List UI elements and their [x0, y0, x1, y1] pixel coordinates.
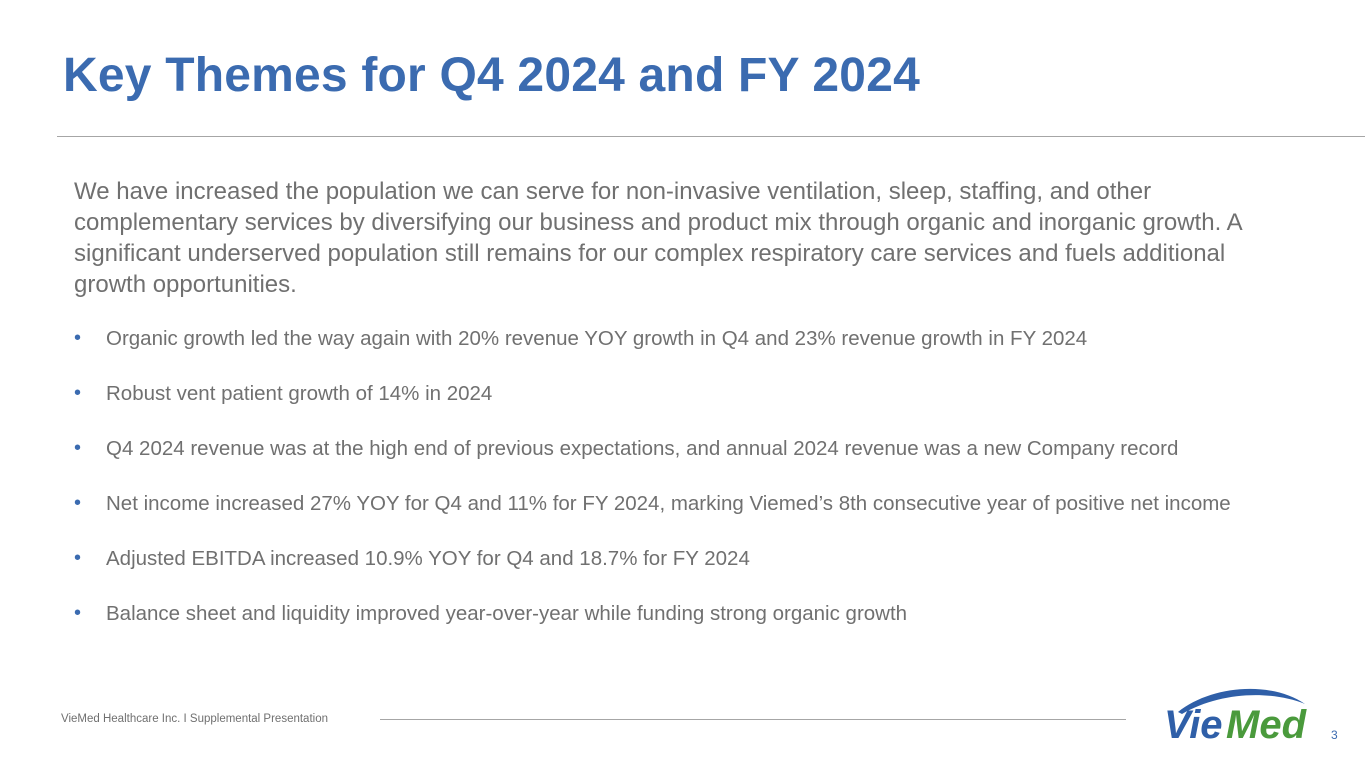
bullet-icon: • — [74, 547, 82, 569]
bullet-icon: • — [74, 437, 82, 459]
bullet-icon: • — [74, 602, 82, 624]
bullet-icon: • — [74, 327, 82, 349]
bullet-list — [74, 325, 1274, 655]
bullet-item — [74, 435, 1274, 462]
bullet-text: Adjusted EBITDA increased 10.9% YOY for Q4 and 18.7% for FY 2024 — [106, 547, 750, 570]
logo-text-med: Med — [1226, 703, 1306, 742]
title-divider — [57, 136, 1365, 137]
bullet-item — [74, 545, 1274, 572]
bullet-icon: • — [74, 492, 82, 514]
bullet-item — [74, 490, 1274, 517]
bullet-item — [74, 380, 1274, 407]
footer-label: VieMed Healthcare Inc. I Supplemental Presentation — [61, 713, 328, 725]
bullet-text: Q4 2024 revenue was at the high end of previous expectations, and annual 2024 revenue was a new Company record — [106, 437, 1179, 460]
bullet-text: Net income increased 27% YOY for Q4 and 11% for FY 2024, marking Viemed’s 8th consecutive year of positive net income — [106, 492, 1231, 515]
intro-paragraph: We have increased the population we can serve for non-invasive ventilation, sleep, staffing, and other complementary services by diversifying our business and product mix through organic and inorganic growth. A significant underserved population still remains for our complex respiratory care services and fuels additional growth opportunities. — [74, 178, 1242, 298]
bullet-text: Balance sheet and liquidity improved year-over-year while funding strong organic growth — [106, 602, 908, 625]
bullet-item — [74, 325, 1274, 352]
footer-divider — [380, 719, 1126, 720]
logo-text-vie: Vie — [1164, 703, 1223, 742]
bullet-icon: • — [74, 382, 82, 404]
bullet-text: Organic growth led the way again with 20% revenue YOY growth in Q4 and 23% revenue growth in FY 2024 — [106, 327, 1088, 350]
viemed-logo — [1160, 682, 1310, 742]
page-number: 3 — [1331, 728, 1338, 742]
bullet-item — [74, 600, 1274, 627]
bullet-text: Robust vent patient growth of 14% in 2024 — [106, 382, 493, 405]
slide-title: Key Themes for Q4 2024 and FY 2024 — [63, 49, 920, 102]
